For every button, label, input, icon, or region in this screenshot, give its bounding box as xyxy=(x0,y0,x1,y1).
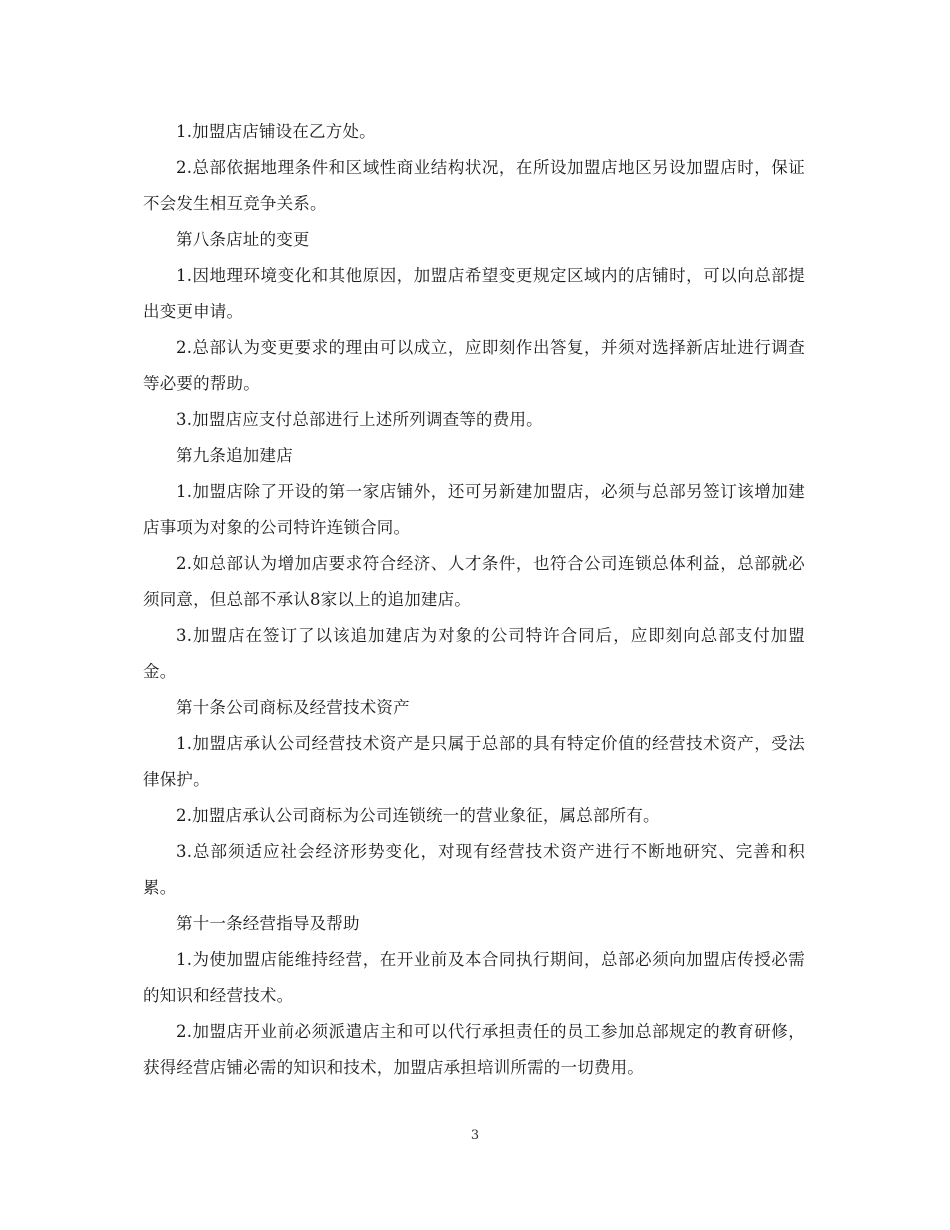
document-body xyxy=(143,114,805,1086)
section-heading-article-9: 第九条追加建店 xyxy=(176,446,293,465)
paragraph-article-9-item-1: 1.加盟店除了开设的第一家店铺外，还可另新建加盟店，必须与总部另签订该增加建店事项为对象的公司特许连锁合同。 xyxy=(143,482,805,537)
section-heading-article-11: 第十一条经营指导及帮助 xyxy=(176,914,360,933)
paragraph-article-8-item-1: 1.因地理环境变化和其他原因，加盟店希望变更规定区域内的店铺时，可以向总部提出变更申请。 xyxy=(143,266,805,321)
page-number: 3 xyxy=(470,1128,480,1143)
paragraph-article-9-item-2: 2.如总部认为增加店要求符合经济、人才条件，也符合公司连锁总体利益，总部就必须同意，但总部不承认8家以上的追加建店。 xyxy=(143,554,805,609)
paragraph-article-8-item-2: 2.总部认为变更要求的理由可以成立，应即刻作出答复，并须对选择新店址进行调查等必要的帮助。 xyxy=(143,338,805,393)
paragraph-article-8-item-3: 3.加盟店应支付总部进行上述所列调查等的费用。 xyxy=(176,410,543,429)
paragraph-article-10-item-2: 2.加盟店承认公司商标为公司连锁统一的营业象征，属总部所有。 xyxy=(176,806,660,825)
section-heading-article-8: 第八条店址的变更 xyxy=(176,230,310,249)
paragraph-article-10-item-3: 3.总部须适应社会经济形势变化，对现有经营技术资产进行不断地研究、完善和积累。 xyxy=(143,842,805,897)
paragraph-article-9-item-3: 3.加盟店在签订了以该追加建店为对象的公司特许合同后，应即刻向总部支付加盟金。 xyxy=(143,626,805,681)
paragraph-article-11-item-2: 2.加盟店开业前必须派遣店主和可以代行承担责任的员工参加总部规定的教育研修，获得经营店铺必需的知识和技术，加盟店承担培训所需的一切费用。 xyxy=(143,1022,805,1077)
paragraph-article-11-item-1: 1.为使加盟店能维持经营，在开业前及本合同执行期间，总部必须向加盟店传授必需的知识和经营技术。 xyxy=(143,950,805,1005)
section-heading-article-10: 第十条公司商标及经营技术资产 xyxy=(176,698,410,717)
paragraph-item-1: 1.加盟店店铺设在乙方处。 xyxy=(176,122,376,141)
paragraph-item-2: 2.总部依据地理条件和区域性商业结构状况，在所设加盟店地区另设加盟店时，保证不会发生相互竞争关系。 xyxy=(143,158,805,213)
paragraph-article-10-item-1: 1.加盟店承认公司经营技术资产是只属于总部的具有特定价值的经营技术资产，受法律保护。 xyxy=(143,734,805,789)
